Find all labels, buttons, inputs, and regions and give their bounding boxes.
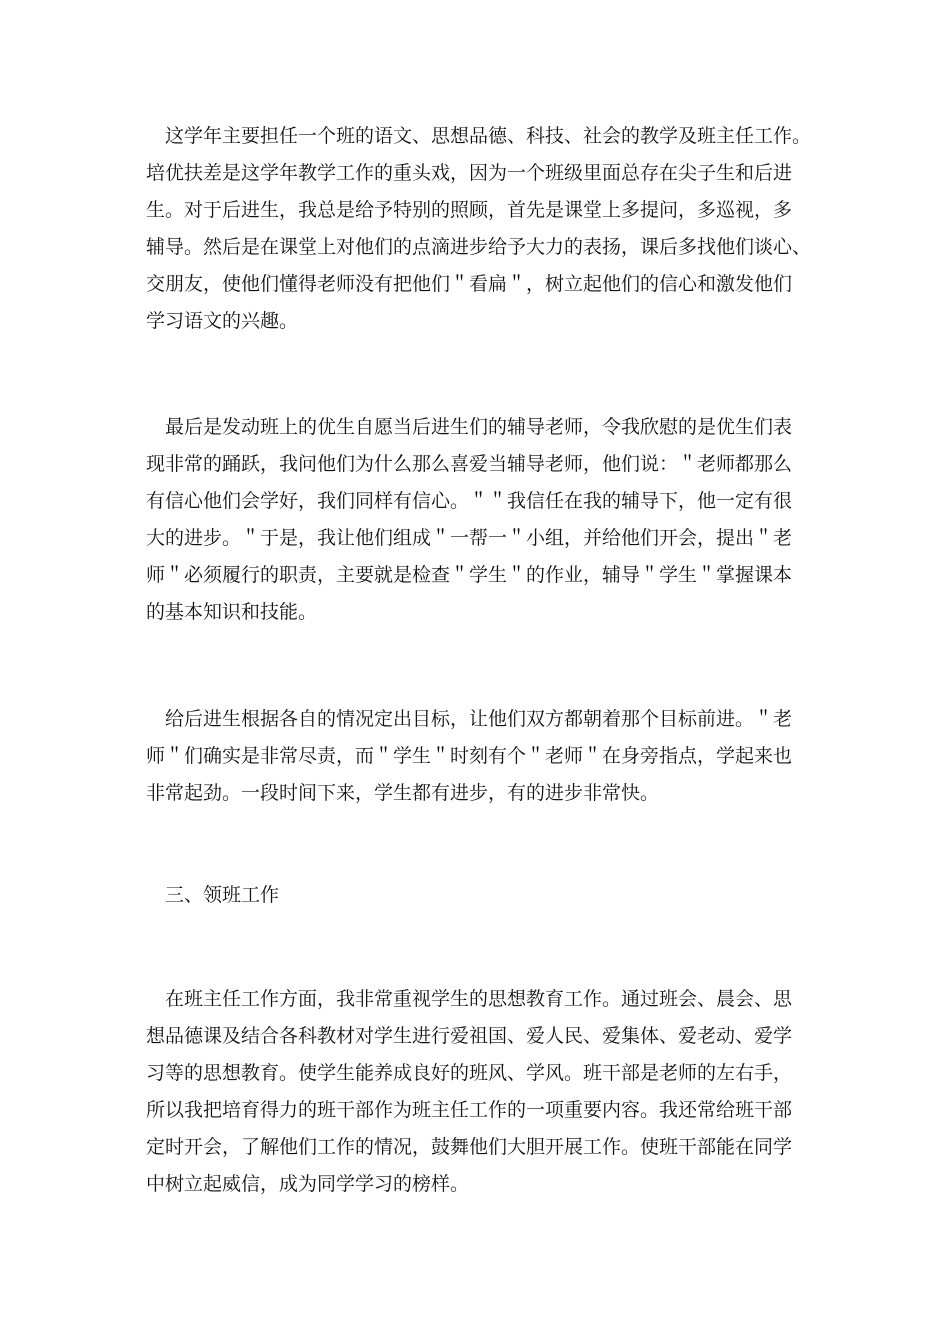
paragraph-line: 所以我把培育得力的班干部作为班主任工作的一项重要内容。我还常给班干部 — [146, 1099, 793, 1121]
paragraph-line: 在班主任工作方面，我非常重视学生的思想教育工作。通过班会、晨会、思 — [146, 988, 793, 1010]
paragraph-line: 定时开会，了解他们工作的情况，鼓舞他们大胆开展工作。使班干部能在同学 — [146, 1136, 793, 1158]
paragraph-line: 大的进步。＂于是，我让他们组成＂一帮一＂小组，并给他们开会，提出＂老 — [146, 527, 793, 549]
heading-text: 三、领班工作 — [146, 884, 280, 906]
paragraph-line: 想品德课及结合各科教材对学生进行爱祖国、爱人民、爱集体、爱老动、爱学 — [146, 1025, 793, 1047]
paragraph-line: 中树立起威信，成为同学学习的榜样。 — [146, 1173, 470, 1195]
paragraph-line: 的基本知识和技能。 — [146, 601, 318, 623]
paragraph-line: 习等的思想教育。使学生能养成良好的班风、学风。班干部是老师的左右手， — [146, 1062, 793, 1084]
paragraph-line: 培优扶差是这学年教学工作的重头戏，因为一个班级里面总存在尖子生和后进 — [146, 162, 793, 184]
section-heading — [146, 877, 810, 914]
paragraph-4 — [146, 981, 810, 1203]
paragraph-line: 辅导。然后是在课堂上对他们的点滴进步给予大力的表扬，课后多找他们谈心、 — [146, 236, 812, 258]
paragraph-3 — [146, 701, 810, 812]
paragraph-line: 非常起劲。一段时间下来，学生都有进步，有的进步非常快。 — [146, 782, 660, 804]
paragraph-line: 学习语文的兴趣。 — [146, 310, 299, 332]
paragraph-line: 最后是发动班上的优生自愿当后进生们的辅导老师，令我欣慰的是优生们表 — [146, 416, 793, 438]
paragraph-line: 有信心他们会学好，我们同样有信心。＂＂我信任在我的辅导下，他一定有很 — [146, 490, 793, 512]
paragraph-line: 生。对于后进生，我总是给予特别的照顾，首先是课堂上多提问，多巡视，多 — [146, 199, 793, 221]
paragraph-1 — [146, 118, 810, 340]
paragraph-line: 师＂必须履行的职责，主要就是检查＂学生＂的作业，辅导＂学生＂掌握课本 — [146, 564, 793, 586]
paragraph-line: 给后进生根据各自的情况定出目标，让他们双方都朝着那个目标前进。＂老 — [146, 708, 793, 730]
paragraph-2 — [146, 409, 810, 631]
paragraph-line: 交朋友，使他们懂得老师没有把他们＂看扁＂，树立起他们的信心和激发他们 — [146, 273, 793, 295]
paragraph-line: 现非常的踊跃，我问他们为什么那么喜爱当辅导老师，他们说：＂老师都那么 — [146, 453, 793, 475]
paragraph-line: 师＂们确实是非常尽责，而＂学生＂时刻有个＂老师＂在身旁指点，学起来也 — [146, 745, 793, 767]
paragraph-line: 这学年主要担任一个班的语文、思想品德、科技、社会的教学及班主任工作。 — [146, 125, 812, 147]
